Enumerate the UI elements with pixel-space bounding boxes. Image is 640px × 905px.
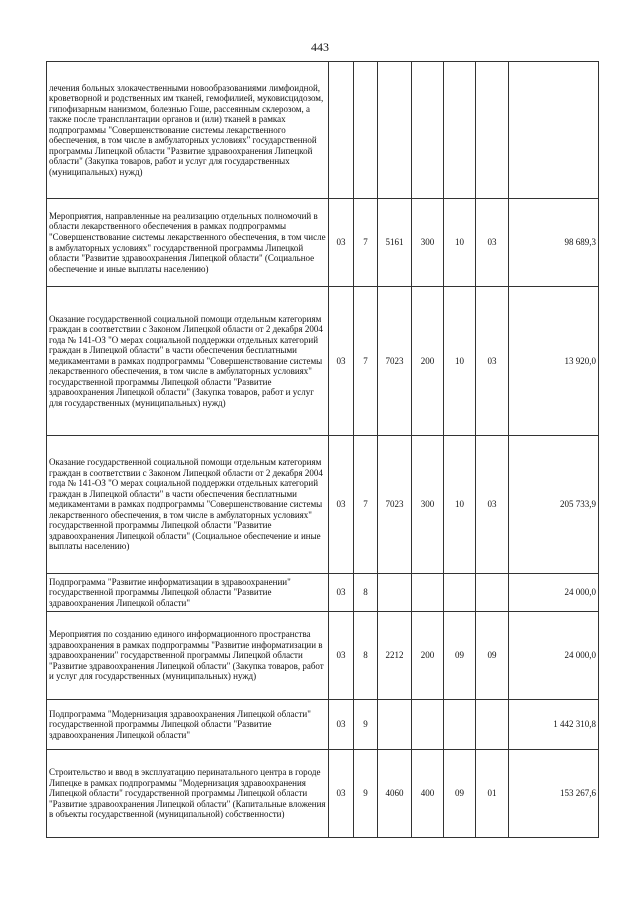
cell-section: 10 [444, 287, 476, 436]
cell-pp [354, 62, 378, 199]
cell-expense-type [412, 574, 444, 612]
cell-subsection: 09 [476, 612, 509, 700]
cell-expense-type [412, 62, 444, 199]
cell-pp: 7 [354, 287, 378, 436]
cell-gp [329, 62, 354, 199]
cell-section [444, 62, 476, 199]
cell-direction: 7023 [378, 287, 412, 436]
cell-pp: 9 [354, 700, 378, 750]
cell-gp: 03 [329, 436, 354, 574]
cell-expense-type [412, 700, 444, 750]
cell-section [444, 574, 476, 612]
row-description: лечения больных злокачественными новообразованиями лимфоидной, кроветворной и родственных им тканей, гемофилией, муковисцидозом, гипофизарным нанизмом, болезнью Гоше, рассеянным склерозом, а также после трансплантации органов и (или) тканей в рамках подпрограммы "Совершенствование системы лекарственного обеспечения, в том числе в амбулаторных условиях" государственной программы Липецкой области "Развитие здравоохранения Липецкой области" (Закупка товаров, работ и услуг для государственных (муниципальных) нужд) [47, 62, 329, 199]
cell-gp: 03 [329, 199, 354, 287]
table-row [47, 750, 599, 838]
cell-amount: 24 000,0 [509, 612, 599, 700]
cell-pp: 7 [354, 199, 378, 287]
cell-amount: 24 000,0 [509, 574, 599, 612]
page-number: 443 [311, 40, 329, 54]
cell-subsection: 03 [476, 287, 509, 436]
cell-pp: 7 [354, 436, 378, 574]
cell-direction: 2212 [378, 612, 412, 700]
row-description: Оказание государственной социальной помощи отдельным категориям граждан в соответствии с Законом Липецкой области от 2 декабря 2004 года № 141-ОЗ "О мерах социальной поддержки отдельных категорий граждан в Липецкой области" в части обеспечения бесплатными медикаментами в рамках подпрограммы "Совершенствование системы лекарственного обеспечения, в том числе в амбулаторных условиях" государственной программы Липецкой области "Развитие здравоохранения Липецкой области" (Социальное обеспечение и иные выплаты населению) [47, 436, 329, 574]
cell-amount: 98 689,3 [509, 199, 599, 287]
table-row [47, 574, 599, 612]
cell-expense-type: 200 [412, 612, 444, 700]
cell-section: 10 [444, 199, 476, 287]
cell-subsection [476, 700, 509, 750]
row-description: Подпрограмма "Модернизация здравоохранения Липецкой области" государственной программы Липецкой области "Развитие здравоохранения Липецкой области" [47, 700, 329, 750]
cell-direction: 5161 [378, 199, 412, 287]
cell-expense-type: 400 [412, 750, 444, 838]
cell-pp: 8 [354, 574, 378, 612]
cell-gp: 03 [329, 574, 354, 612]
table-row [47, 612, 599, 700]
row-description: Строительство и ввод в эксплуатацию перинатального центра в городе Липецке в рамках подпрограммы "Модернизация здравоохранения Липецкой области" государственной программы Липецкой области "Развитие здравоохранения Липецкой области" (Капитальные вложения в объекты государственной (муниципальной) собственности) [47, 750, 329, 838]
cell-section: 10 [444, 436, 476, 574]
cell-subsection: 01 [476, 750, 509, 838]
cell-section [444, 700, 476, 750]
table-row [47, 700, 599, 750]
cell-direction: 7023 [378, 436, 412, 574]
cell-direction [378, 62, 412, 199]
cell-section: 09 [444, 612, 476, 700]
cell-amount [509, 62, 599, 199]
row-description: Мероприятия по созданию единого информационного пространства здравоохранения в рамках подпрограммы "Развитие информатизации в здравоохранении" государственной программы Липецкой области "Развитие здравоохранения Липецкой области" (Закупка товаров, работ и услуг для государственных (муниципальных) нужд) [47, 612, 329, 700]
cell-amount: 153 267,6 [509, 750, 599, 838]
table-row [47, 199, 599, 287]
table-row [47, 62, 599, 199]
cell-direction [378, 574, 412, 612]
cell-gp: 03 [329, 700, 354, 750]
budget-table [46, 61, 599, 838]
cell-amount: 205 733,9 [509, 436, 599, 574]
cell-subsection [476, 62, 509, 199]
cell-gp: 03 [329, 750, 354, 838]
cell-direction [378, 700, 412, 750]
row-description: Мероприятия, направленные на реализацию отдельных полномочий в области лекарственного обеспечения в рамках подпрограммы "Совершенствование системы лекарственного обеспечения, в том числе в амбулаторных условиях" государственной программы Липецкой области "Развитие здравоохранения Липецкой области" (Социальное обеспечение и иные выплаты населению) [47, 199, 329, 287]
cell-subsection [476, 574, 509, 612]
cell-gp: 03 [329, 287, 354, 436]
cell-expense-type: 300 [412, 436, 444, 574]
cell-direction: 4060 [378, 750, 412, 838]
cell-amount: 1 442 310,8 [509, 700, 599, 750]
cell-expense-type: 200 [412, 287, 444, 436]
cell-section: 09 [444, 750, 476, 838]
table-row [47, 287, 599, 436]
row-description: Оказание государственной социальной помощи отдельным категориям граждан в соответствии с Законом Липецкой области от 2 декабря 2004 года № 141-ОЗ "О мерах социальной поддержки отдельных категорий граждан в Липецкой области" в части обеспечения бесплатными медикаментами в рамках подпрограммы "Совершенствование системы лекарственного обеспечения, в том числе в амбулаторных условиях" государственной программы Липецкой области "Развитие здравоохранения Липецкой области" (Закупка товаров, работ и услуг для государственных (муниципальных) нужд) [47, 287, 329, 436]
cell-pp: 8 [354, 612, 378, 700]
cell-subsection: 03 [476, 436, 509, 574]
cell-subsection: 03 [476, 199, 509, 287]
cell-pp: 9 [354, 750, 378, 838]
row-description: Подпрограмма "Развитие информатизации в здравоохранении" государственной программы Липецкой области "Развитие здравоохранения Липецкой области" [47, 574, 329, 612]
cell-gp: 03 [329, 612, 354, 700]
table-row [47, 436, 599, 574]
cell-expense-type: 300 [412, 199, 444, 287]
cell-amount: 13 920,0 [509, 287, 599, 436]
